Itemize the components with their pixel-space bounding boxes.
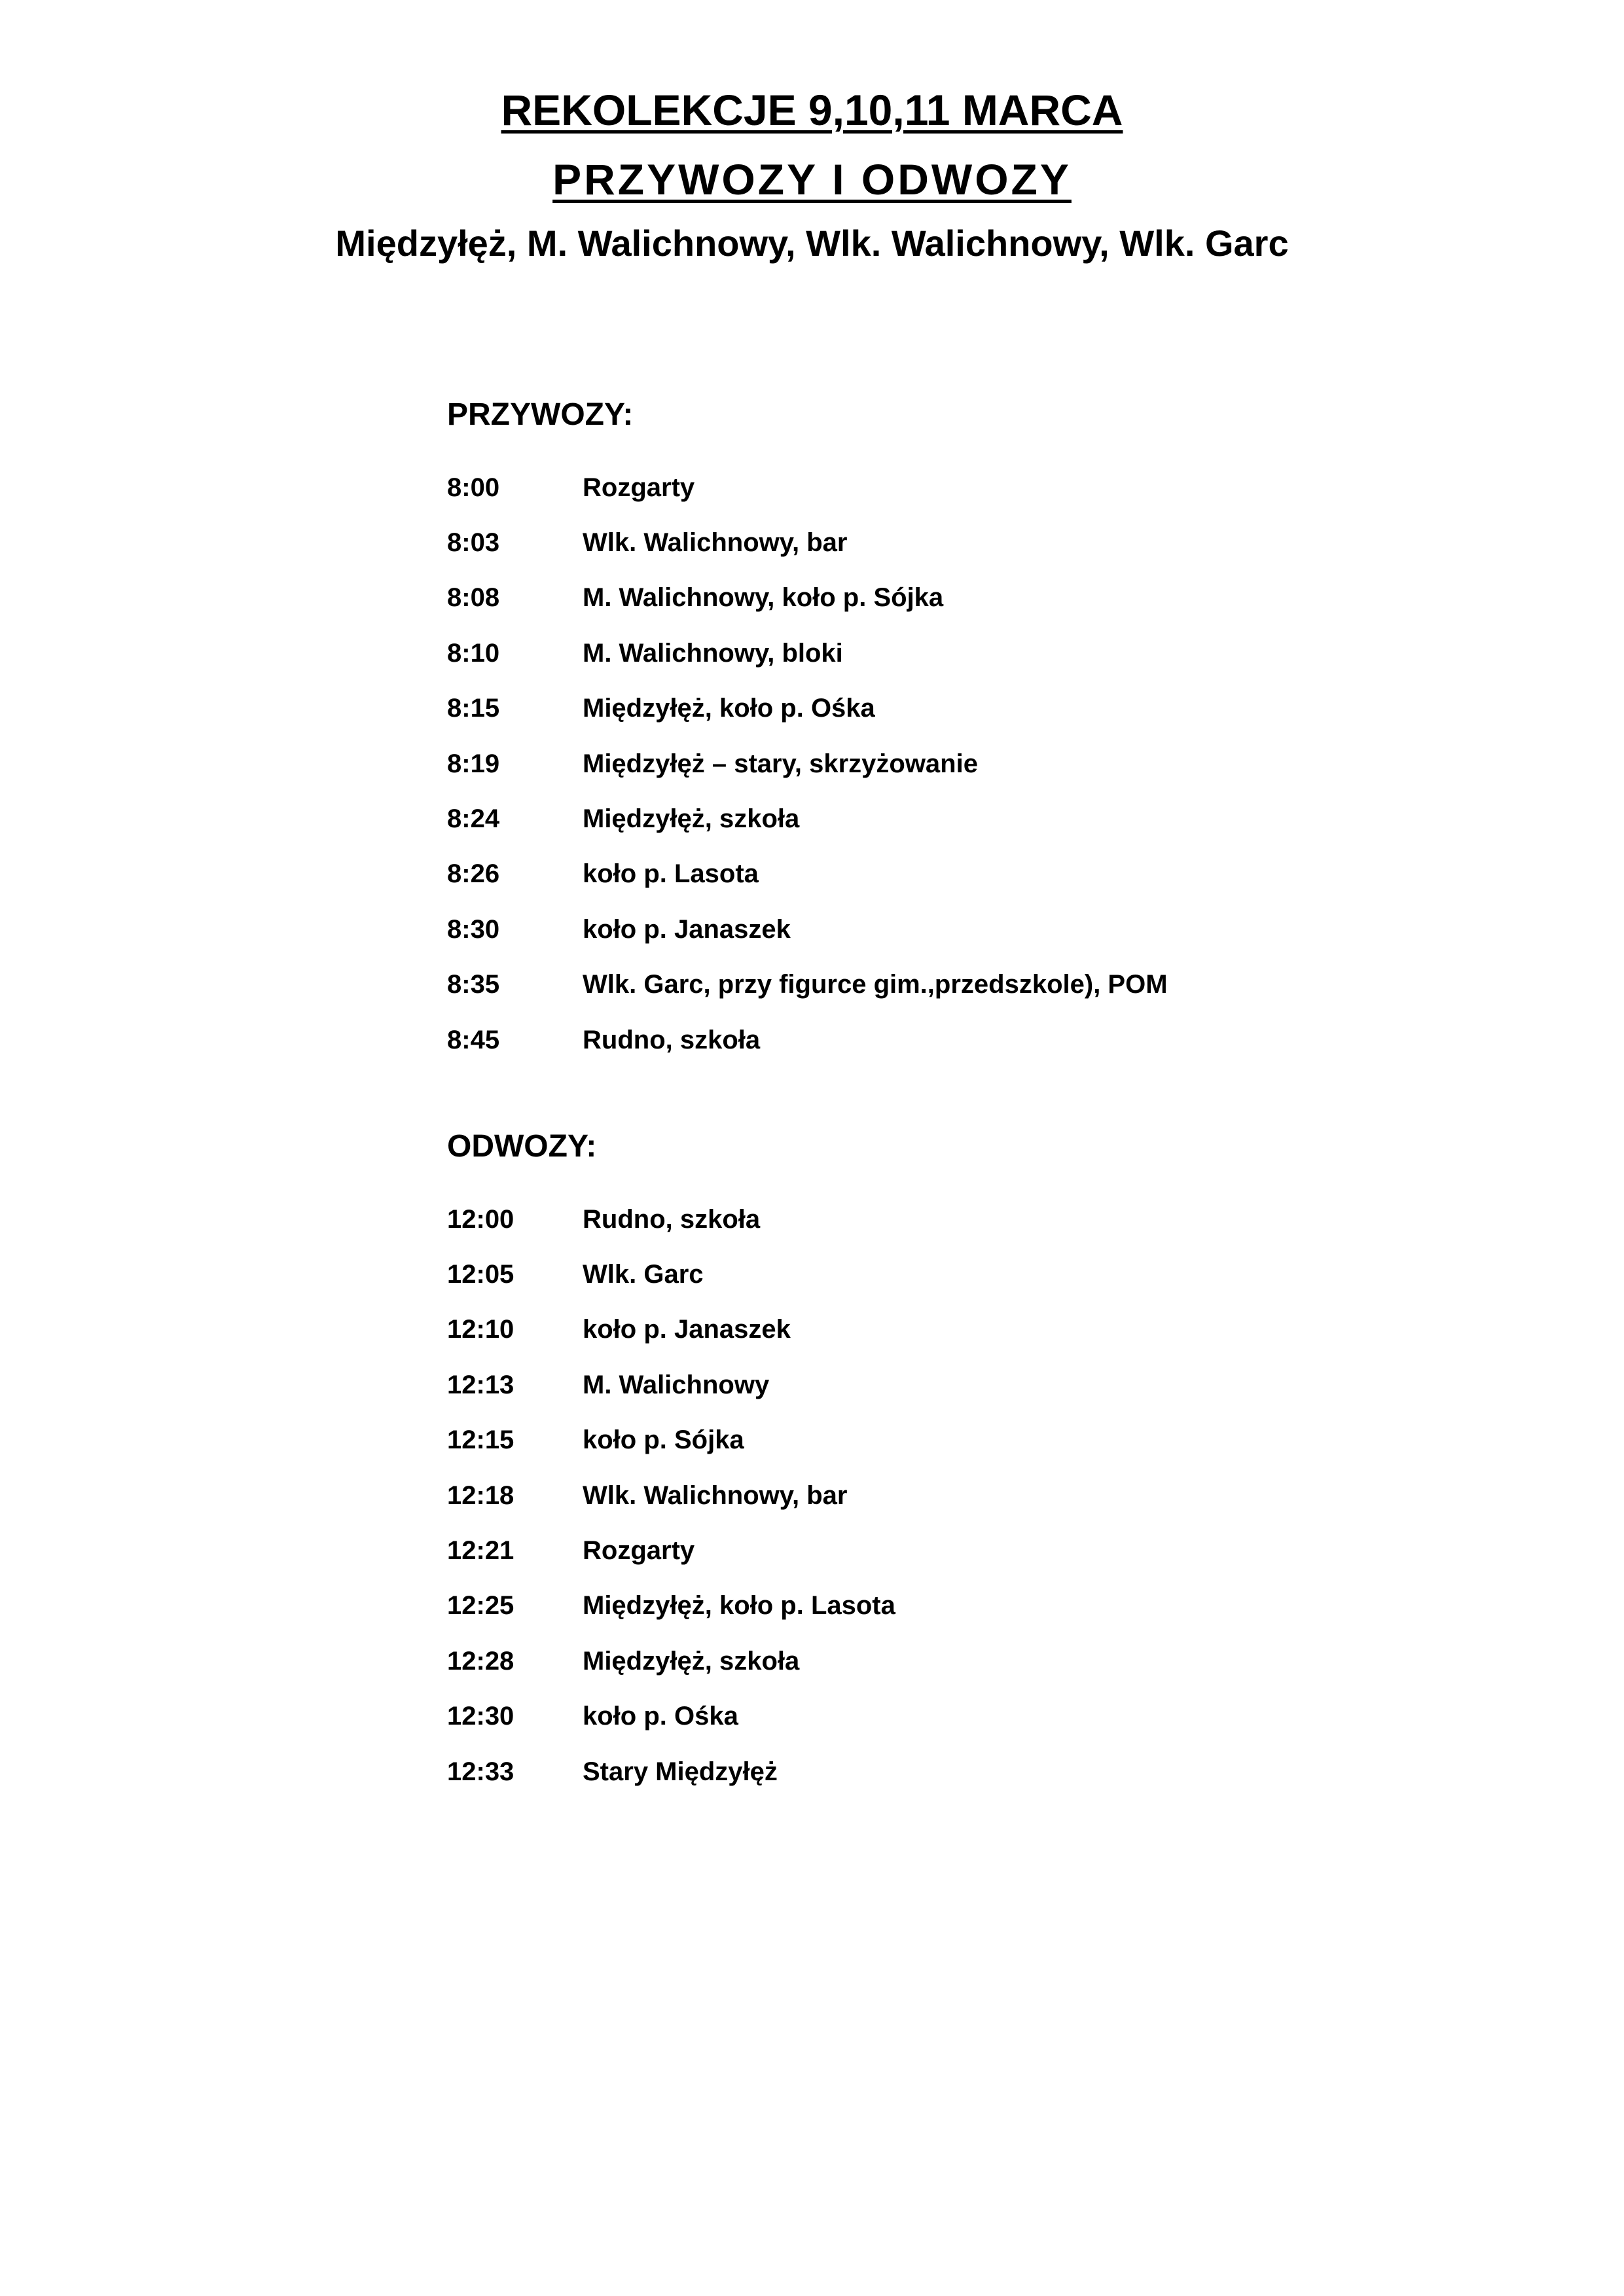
schedule-place: Stary Międzyłęż [583,1757,778,1786]
schedule-time: 8:30 [447,914,500,944]
schedule-row [447,1579,1429,1634]
schedule-place: Rudno, szkoła [583,1025,761,1054]
schedule-row [447,1634,1429,1689]
document-subtitle: PRZYWOZY I ODWOZY [552,155,1072,204]
schedule-time: 12:00 [447,1204,514,1234]
schedule-time: 12:30 [447,1702,514,1731]
schedule-row [447,902,1429,957]
schedule-time: 8:26 [447,859,500,889]
schedule-time: 8:24 [447,804,500,834]
schedule-time: 8:08 [447,583,500,613]
document-header [0,75,1624,273]
schedule-place: Wlk. Walichnowy, bar [583,1480,848,1510]
schedule-place: koło p. Ośka [583,1702,738,1731]
odwozy-schedule [447,1192,1429,1799]
schedule-row [447,958,1429,1013]
schedule-place: Wlk. Garc, przy figurce gim.,przedszkole), POM [583,970,1168,999]
odwozy-section [447,1120,1429,1799]
odwozy-heading: ODWOZY: [447,1129,597,1164]
schedule-place: Międzyłęż, szkoła [583,804,800,834]
schedule-place: Wlk. Walichnowy, bar [583,528,848,558]
schedule-row [447,626,1429,681]
schedule-row [447,1413,1429,1468]
schedule-row [447,1302,1429,1357]
schedule-time: 12:21 [447,1536,514,1566]
schedule-time: 12:15 [447,1426,514,1455]
schedule-place: Międzyłęż – stary, skrzyżowanie [583,749,978,778]
schedule-place: M. Walichnowy [583,1370,770,1399]
przywozy-section [447,388,1429,1067]
schedule-row [447,1247,1429,1302]
schedule-time: 8:10 [447,638,500,668]
schedule-row [447,1689,1429,1744]
schedule-time: 8:00 [447,473,500,502]
przywozy-schedule [447,460,1429,1067]
schedule-time: 12:33 [447,1757,514,1786]
schedule-time: 12:05 [447,1260,514,1289]
schedule-time: 8:15 [447,694,500,723]
schedule-row [447,736,1429,791]
schedule-row [447,1468,1429,1523]
schedule-row [447,515,1429,570]
schedule-row [447,1192,1429,1247]
schedule-row [447,460,1429,515]
schedule-place: koło p. Lasota [583,859,759,889]
schedule-row [447,681,1429,736]
schedule-row [447,1013,1429,1067]
schedule-place: M. Walichnowy, koło p. Sójka [583,583,944,613]
schedule-place: M. Walichnowy, bloki [583,638,843,668]
schedule-place: Wlk. Garc [583,1260,704,1289]
schedule-time: 8:45 [447,1025,500,1054]
schedule-time: 12:10 [447,1315,514,1344]
schedule-place: Międzyłęż, koło p. Ośka [583,694,875,723]
locations-line: Międzyłęż, M. Walichnowy, Wlk. Walichnowy, Wlk. Garc [335,223,1289,264]
document-title: REKOLEKCJE 9,10,11 MARCA [501,86,1123,134]
schedule-row [447,571,1429,626]
schedule-row [447,847,1429,902]
schedule-place: Rozgarty [583,473,695,502]
schedule-time: 12:28 [447,1646,514,1676]
schedule-row [447,791,1429,846]
schedule-place: Rozgarty [583,1536,695,1566]
schedule-place: Międzyłęż, koło p. Lasota [583,1591,895,1621]
schedule-time: 12:18 [447,1480,514,1510]
schedule-place: koło p. Janaszek [583,1315,791,1344]
schedule-place: koło p. Sójka [583,1426,744,1455]
schedule-row [447,1357,1429,1412]
schedule-place: Rudno, szkoła [583,1204,761,1234]
schedule-time: 8:19 [447,749,500,778]
schedule-time: 12:13 [447,1370,514,1399]
schedule-time: 12:25 [447,1591,514,1621]
schedule-place: koło p. Janaszek [583,914,791,944]
schedule-row [447,1744,1429,1799]
schedule-time: 8:35 [447,970,500,999]
schedule-row [447,1523,1429,1578]
przywozy-heading: PRZYWOZY: [447,397,634,432]
schedule-place: Międzyłęż, szkoła [583,1646,800,1676]
schedule-time: 8:03 [447,528,500,558]
